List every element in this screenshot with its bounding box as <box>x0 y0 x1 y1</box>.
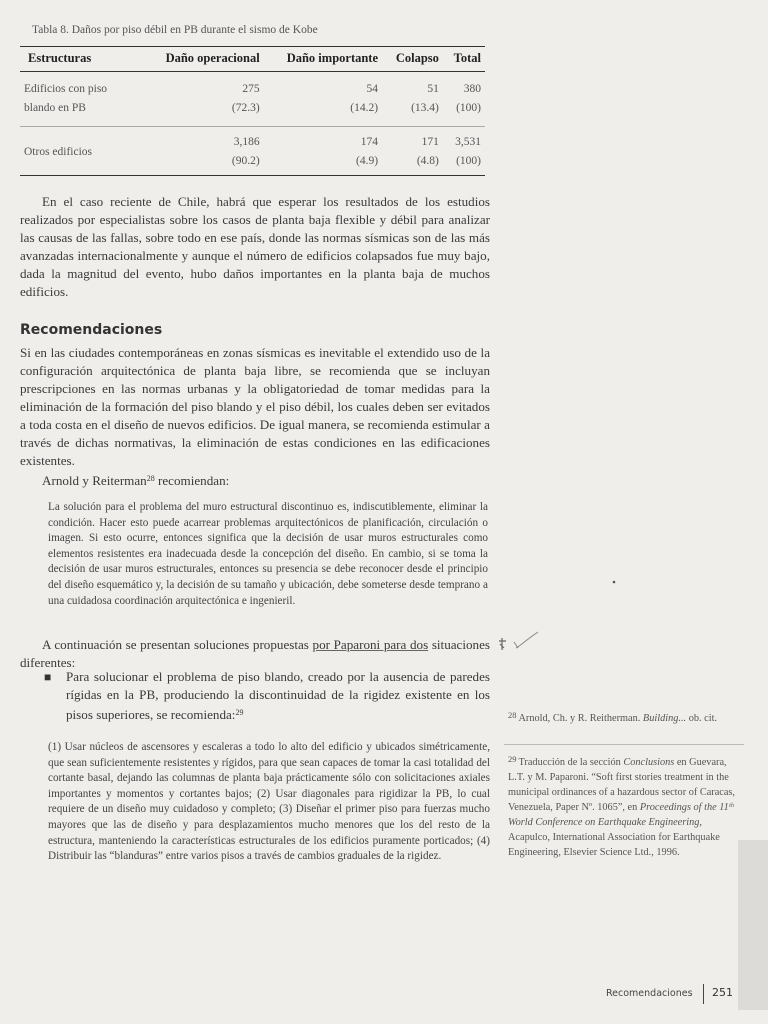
footnote-text: Arnold, Ch. y R. Reitherman. <box>518 713 643 724</box>
footnote-number: 28 <box>508 710 517 720</box>
paparoni-quote: (1) Usar núcleos de ascensores y escaleras a todo lo alto del edificio y ubicados simétricamente, que sean suficientemente resistentes y rígidos, para que sean capaces de tomar la casi totalidad del cortante basal, dejando las columnas de planta baja prácticamente sólo con solicitaciones axiales importantes y momentos y cortantes bajos; (2) Usar diagonales para rigidizar la PB, lo cual requiere de un diseño muy cuidadoso y completo; (3) Diseñar el primer piso para fuerzas mucho mayores que las de diseño y para desplazamientos mucho menores que los del resto de la estructura, manteniendo la características estructurales de los edificios puramente porticados; (4) Distribuir las “blanduras” entre varios pisos a través de cambios graduales de la rigidez. <box>48 741 490 863</box>
footer-section-label: Recomendaciones <box>606 988 693 999</box>
cell-value: 380 <box>463 83 481 95</box>
footnote-text: en Guevara, L.T. y M. Paparoni. “Soft first stories treatment in the municipal ordinances of a hazardous sector of Caracas, Venezuela, Paper Nº. 1065”, en <box>508 757 736 813</box>
cell-value: 174 <box>360 136 379 148</box>
cell-percent: (100) <box>456 155 481 167</box>
bullet-icon: ■ <box>44 670 52 684</box>
cell-value: 54 <box>366 83 379 95</box>
damage-table <box>20 46 485 176</box>
list-item <box>44 668 490 724</box>
footer-divider <box>703 984 704 1004</box>
table-cell <box>142 127 264 176</box>
paparoni-intro <box>20 636 490 672</box>
table-cell <box>264 72 382 127</box>
arnold-intro <box>42 470 490 490</box>
page-edge-shadow <box>738 840 768 1010</box>
footnote-italic: Conclusions <box>623 757 675 768</box>
col-header-structures: Estructuras <box>20 47 142 72</box>
col-header-operational: Daño operacional <box>142 47 264 72</box>
underlined-phrase: por Paparoni para dos <box>312 637 429 652</box>
footnote-divider <box>504 744 744 745</box>
cell-percent: (4.8) <box>416 155 439 167</box>
table-caption: Tabla 8. Daños por piso débil en PB durante el sismo de Kobe <box>32 24 318 36</box>
arnold-intro-text: recomiendan: <box>154 473 230 488</box>
cell-value: 275 <box>242 83 260 95</box>
cell-percent: (4.9) <box>355 155 379 167</box>
col-header-total: Total <box>443 47 485 72</box>
arnold-intro-text: Arnold y Reiterman <box>42 473 147 488</box>
table-header-row <box>20 47 485 72</box>
row-label <box>20 72 142 127</box>
bullet-text <box>66 668 490 724</box>
row-label-line: blando en PB <box>24 102 86 114</box>
arnold-quote: La solución para el problema del muro estructural discontinuo es, indiscutiblemente, eliminar la condición. Hacer esto puede acarrear problemas arquitectónicos de planificación, circulación o imagen. Si esto ocurre, entonces significa que la decisión de usar muros estructurales como elementos resistentes era inadecuada desde la concepción del diseño. En cambio, si se toma la decisión de usar muros estructurales, entonces su presencia se debe reconocer desde el principio del diseño esquemático y, la decisión de su tamaño y ubicación, debe someterse desde temprano a una cuidadosa coordinación arquitectónica e ingenieril. <box>48 501 488 607</box>
paparoni-intro-text: situaciones diferentes: <box>20 637 491 670</box>
handwritten-checkmark-icon <box>496 628 542 654</box>
recommendations-paragraph: Si en las ciudades contemporáneas en zonas sísmicas es inevitable el extendido uso de la configuración arquitectónica de planta baja libre, se recomienda que se incluyan prescripciones en las normas urbanas y la obligatoriedad de tomar medidas para la eliminación de la formación del piso blando y el piso débil, los cuales deben ser evitados a toda costa en el diseño de nuevos edificios. De igual manera, se recomienda estimular a través de dichas normativas, la eliminación de estas condiciones en las edificaciones existentes. <box>20 345 490 468</box>
cell-value: 171 <box>421 136 439 148</box>
cell-value: 3,186 <box>233 136 260 148</box>
table-cell <box>264 127 382 176</box>
footnote-italic: Building... <box>642 713 687 724</box>
bullet-text-content: Para solucionar el problema de piso blando, creado por la ausencia de paredes rígidas en la PB, produciendo la discontinuidad de la rigidez existente en los pisos superiores, se recomienda: <box>66 669 490 722</box>
cell-percent: (90.2) <box>231 155 260 167</box>
cell-percent: (100) <box>456 102 481 114</box>
footnote-number: 29 <box>508 754 517 764</box>
col-header-collapse: Colapso <box>382 47 443 72</box>
cell-value: 3,531 <box>455 136 481 148</box>
footnote-ref-29: 29 <box>235 708 244 717</box>
footnote-29 <box>508 752 738 860</box>
chile-paragraph: En el caso reciente de Chile, habrá que esperar los resultados de los estudios realizados por especialistas sobre los casos de planta baja flexible y débil para analizar las causas de las fallas, sobre todo en ese país, donde las normas sísmicas son de las más avanzadas internacionalmente y aunque el número de edificios colapsados fue muy bajo, dada la magnitud del evento, hubo daños importantes en la planta baja de muchos edificios. <box>20 194 490 299</box>
footnote-28 <box>508 708 738 726</box>
row-label: Otros edificios <box>20 127 142 176</box>
col-header-important: Daño importante <box>264 47 382 72</box>
ink-dot-icon <box>612 580 616 584</box>
row-label-line: Edificios con piso <box>24 83 108 95</box>
footnote-text: , Acapulco, International Association for Earthquake Engineering, Elsevier Science Ltd., 1996. <box>508 817 720 858</box>
table-cell <box>382 127 443 176</box>
table-cell <box>142 72 264 127</box>
table-cell <box>382 72 443 127</box>
footnote-text: Traducción de la sección <box>518 757 624 768</box>
footnote-ref-28: 28 <box>146 474 155 483</box>
table-cell <box>443 72 485 127</box>
paparoni-intro-text: A continuación se presentan soluciones propuestas <box>42 637 313 652</box>
cell-percent: (13.4) <box>411 102 439 114</box>
cell-value: 51 <box>427 83 439 95</box>
footnote-italic: Proceedings of the 11ᵗʰ World Conference on Earthquake Engineering <box>508 802 734 828</box>
cell-percent: (72.3) <box>231 102 260 114</box>
table-row <box>20 72 485 127</box>
page-number: 251 <box>712 986 733 999</box>
cell-percent: (14.2) <box>350 102 379 114</box>
table-row <box>20 127 485 176</box>
footnote-text: ob. cit. <box>686 713 718 724</box>
section-heading: Recomendaciones <box>20 322 163 338</box>
table-cell <box>443 127 485 176</box>
